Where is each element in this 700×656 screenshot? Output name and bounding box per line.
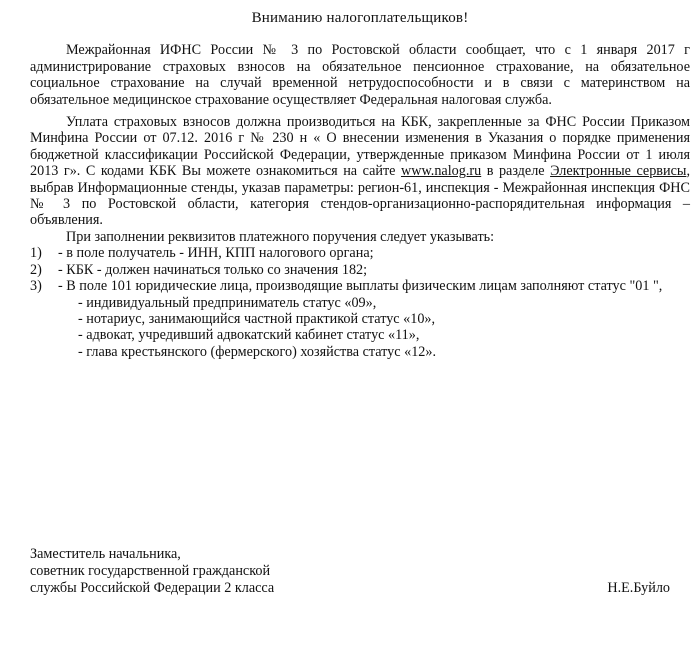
signature-name: Н.Е.Буйло <box>607 580 670 596</box>
paragraph-payment-text-b: в разделе <box>481 163 551 180</box>
list-item-text: - КБК - должен начинаться только со значения 182; <box>58 261 368 278</box>
paragraph-payment-text-c: , выбрав Информационные стенды, указав параметры: регион-61, инспекция - Межрайонная инспекция ФНС № 3 по Ростовской области, категория стендов-организационно-распорядительная информация – объявления. <box>30 163 690 229</box>
section-link[interactable]: Электронные сервисы <box>550 163 687 180</box>
list-item <box>30 278 690 294</box>
signature-block <box>30 546 670 597</box>
paragraph-payment-text-a: Уплата страховых взносов должна производиться на КБК, закрепленные за ФНС России Приказом Минфина России от 07.12. 2016 г № 230 н « О внесении изменения в Указания о порядке применения бюджетной классификации Российской Федерации, утвержденные приказом Минфина России от 1 июля 2013 г». С кодами КБК Вы можете ознакомиться на сайте <box>30 114 690 180</box>
paragraph-requisites: При заполнении реквизитов платежного поручения следует указывать: <box>66 228 495 245</box>
list-item <box>30 262 690 278</box>
site-link[interactable]: www.nalog.ru <box>400 163 482 180</box>
status-item: - адвокат, учредивший адвокатский кабинет статус «11», <box>78 327 420 344</box>
list-item-number: 2) <box>30 261 42 278</box>
document-title: Вниманию налогоплательщиков! <box>251 10 469 26</box>
list-item-text: - в поле получатель - ИНН, КПП налогового органа; <box>58 245 374 262</box>
status-item: - глава крестьянского (фермерского) хозяйства статус «12». <box>78 343 437 360</box>
requisites-list <box>30 245 690 294</box>
list-item-number: 1) <box>30 245 42 262</box>
paragraph-payment <box>30 114 690 229</box>
document-page <box>30 10 690 360</box>
signature-position: Заместитель начальника, <box>30 546 181 562</box>
status-item: - индивидуальный предприниматель статус «09», <box>78 294 377 311</box>
list-item-text: - В поле 101 юридические лица, производящие выплаты физическим лицам заполняют статус "01 ", <box>58 278 663 295</box>
paragraph-intro: Межрайонная ИФНС России № 3 по Ростовской области сообщает, что с 1 января 2017 г администрирование страховых взносов на обязательное пенсионное страхование, на обязательное социальное страхование на случай временной нетрудоспособности и в связи с материнством на обязательное медицинское страхование осуществляет Федеральная налоговая служба. <box>30 42 690 108</box>
status-list <box>30 295 690 361</box>
list-item-number: 3) <box>30 278 42 295</box>
signature-rank: советник государственной гражданской <box>30 563 271 579</box>
status-item: - нотариус, занимающийся частной практикой статус «10», <box>78 310 436 327</box>
signature-rank-class: службы Российской Федерации 2 класса <box>30 580 275 596</box>
list-item <box>30 245 690 261</box>
